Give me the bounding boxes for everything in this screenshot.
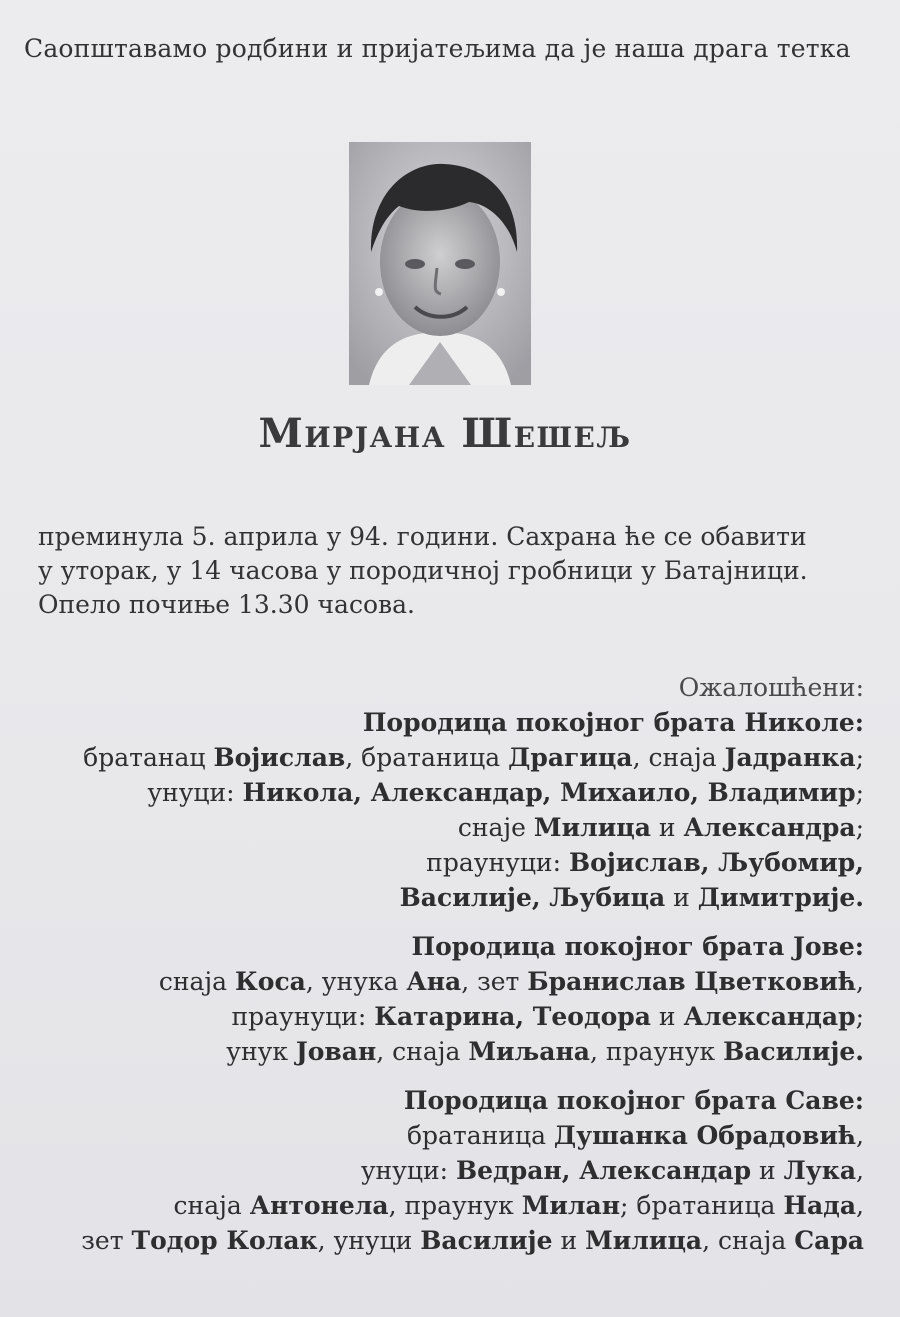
text-span: , — [856, 1156, 864, 1185]
text-span: , — [856, 1121, 864, 1150]
mourners-label: Ожалошћени: — [678, 673, 864, 702]
mourners-list — [24, 670, 864, 1258]
text-span: ; — [855, 813, 864, 842]
text-span: , — [856, 967, 864, 996]
portrait-photo — [349, 142, 531, 385]
family-line — [24, 1223, 864, 1258]
text-span: , снаја — [632, 743, 725, 772]
text-span: снаја — [173, 1191, 250, 1220]
text-span: Василије, Љубица — [399, 883, 666, 912]
text-span: Милица — [533, 813, 651, 842]
text-span: Ведран, Александар — [456, 1156, 752, 1185]
family-heading-jova: Породица покојног брата Јове: — [411, 932, 864, 961]
family-line — [24, 845, 864, 880]
text-span: снаје — [457, 813, 534, 842]
family-line — [24, 999, 864, 1034]
text-span: Александра — [683, 813, 856, 842]
text-span: , зет — [461, 967, 528, 996]
text-span: Лука — [783, 1156, 857, 1185]
text-span: унук — [226, 1037, 296, 1066]
text-span: Сара — [794, 1226, 864, 1255]
family-line — [24, 1118, 864, 1153]
family-heading-sava: Породица покојног брата Саве: — [403, 1086, 864, 1115]
text-span: , праунук — [388, 1191, 522, 1220]
family-line — [24, 740, 864, 775]
text-span: праунуци: — [231, 1002, 375, 1031]
family-line — [24, 1153, 864, 1188]
text-span: , — [856, 1191, 864, 1220]
text-span: и — [665, 883, 698, 912]
text-span: Јадранка — [724, 743, 856, 772]
text-span: ; — [855, 743, 864, 772]
intro-text: Саопштавамо родбини и пријатељима да је наша драга тетка — [24, 34, 851, 63]
text-span: Милица — [585, 1226, 703, 1255]
portrait-image — [349, 142, 531, 385]
death-line: Опело почиње 13.30 часова. — [38, 590, 415, 619]
text-span: Василије — [420, 1226, 553, 1255]
text-span: , братаница — [345, 743, 509, 772]
text-span: и — [650, 813, 684, 842]
text-span: братанац — [83, 743, 214, 772]
text-span: ; братаница — [620, 1191, 784, 1220]
text-span: унуци: — [147, 778, 243, 807]
text-span: Ана — [406, 967, 462, 996]
text-span: братаница — [406, 1121, 554, 1150]
text-span: , снаја — [376, 1037, 469, 1066]
text-span: Коса — [235, 967, 306, 996]
family-line — [24, 810, 864, 845]
text-span: Милан — [521, 1191, 621, 1220]
text-span: , праунук — [589, 1037, 724, 1066]
text-span: , унуци — [317, 1226, 421, 1255]
family-line — [24, 1188, 864, 1223]
death-line: у уторак, у 14 часова у породичној гробници у Батајници. — [38, 556, 808, 585]
text-span: Драгица — [508, 743, 633, 772]
text-span: Василије. — [723, 1037, 864, 1066]
family-line — [24, 964, 864, 999]
death-line: преминула 5. априла у 94. години. Сахрана ће се обавити — [38, 522, 807, 551]
family-heading-nikola: Породица покојног брата Николе: — [362, 708, 864, 737]
family-line — [24, 1034, 864, 1069]
text-span: Александар — [683, 1002, 856, 1031]
death-announcement — [38, 520, 878, 622]
text-span: Војислав — [213, 743, 346, 772]
text-span: Димитрије. — [697, 883, 864, 912]
text-span: праунуци: — [426, 848, 569, 877]
text-span: Катарина, Теодора — [374, 1002, 651, 1031]
text-span: Душанка Обрадовић — [553, 1121, 857, 1150]
text-span: Никола, Александар, Михаило, Владимир — [242, 778, 856, 807]
text-span: ; — [855, 778, 864, 807]
text-span: Миљана — [468, 1037, 590, 1066]
text-span: Војислав, Љубомир, — [568, 848, 864, 877]
text-span: Антонела — [249, 1191, 389, 1220]
text-span: Бранислав Цветковић — [527, 967, 857, 996]
text-span: и — [650, 1002, 684, 1031]
text-span: снаја — [158, 967, 236, 996]
text-span: и — [552, 1226, 586, 1255]
text-span: ; — [855, 1002, 864, 1031]
text-span: Нада — [783, 1191, 857, 1220]
deceased-name: Мирјана Шешељ — [258, 410, 632, 457]
text-span: , унука — [305, 967, 407, 996]
text-span: , снаја — [702, 1226, 795, 1255]
text-span: Тодор Колак — [131, 1226, 318, 1255]
text-span: и — [751, 1156, 784, 1185]
family-line — [24, 880, 864, 915]
text-span: унуци: — [360, 1156, 457, 1185]
text-span: зет — [81, 1226, 132, 1255]
text-span: Јован — [295, 1037, 377, 1066]
family-line — [24, 775, 864, 810]
